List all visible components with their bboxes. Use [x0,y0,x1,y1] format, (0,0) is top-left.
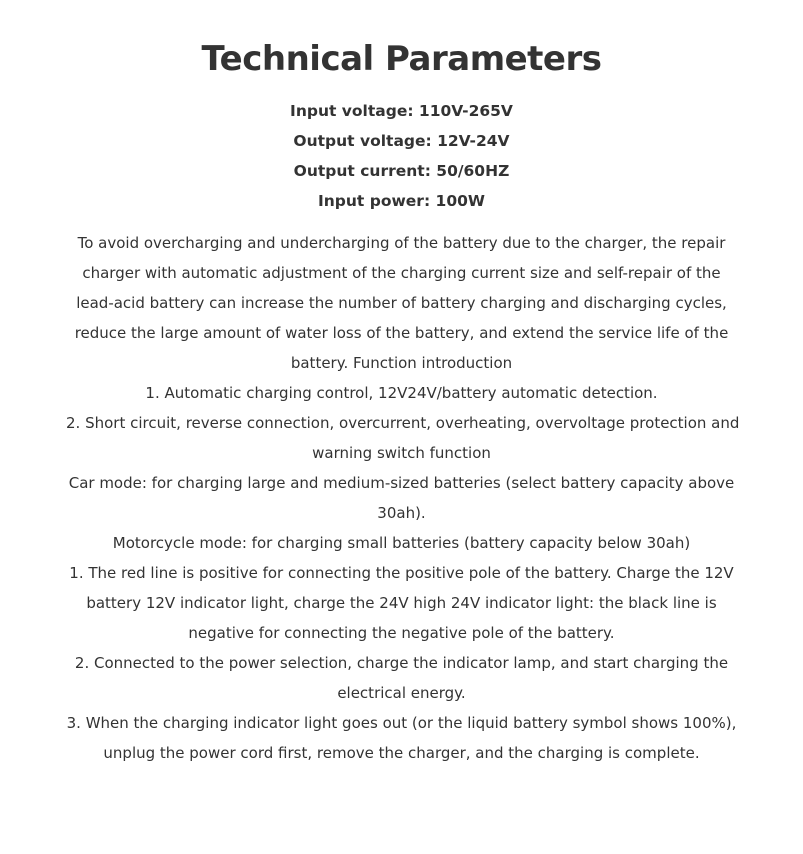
spec-list [66,96,737,216]
description-block [66,228,740,768]
description-line: 2. Connected to the power selection, charge the indicator lamp, and start charging the [74,654,729,672]
description-line: 1. The red line is positive for connecting the positive pole of the battery. Charge the 12V [69,564,734,582]
description-line: 3. When the charging indicator light goes out (or the liquid battery symbol shows 100%), [66,714,737,732]
description-line: battery. Function introduction [290,354,513,372]
description-line: To avoid overcharging and undercharging of the battery due to the charger, the repair [77,234,726,252]
description-line: battery 12V indicator light, charge the 24V high 24V indicator light: the black line is [86,594,717,612]
description-line: negative for connecting the negative pole of the battery. [188,624,615,642]
spec-input-power: Input power: 100W [317,192,485,210]
description-line: 1. Automatic charging control, 12V24V/battery automatic detection. [145,384,658,402]
spec-output-current: Output current: 50/60HZ [293,162,510,180]
spec-output-voltage: Output voltage: 12V-24V [293,132,510,150]
description-line: Car mode: for charging large and medium-sized batteries (select battery capacity above [68,474,735,492]
page-title: Technical Parameters [201,39,602,79]
description-line: unplug the power cord first, remove the charger, and the charging is complete. [103,744,700,762]
description-line: 2. Short circuit, reverse connection, overcurrent, overheating, overvoltage protection and [66,414,740,432]
description-line: warning switch function [312,444,491,462]
description-line: electrical energy. [337,684,466,702]
description-line: 30ah). [377,504,426,522]
description-line: reduce the large amount of water loss of the battery, and extend the service life of the [74,324,729,342]
spec-input-voltage: Input voltage: 110V-265V [290,102,513,120]
description-line: charger with automatic adjustment of the charging current size and self-repair of the [82,264,721,282]
description-line: lead-acid battery can increase the number of battery charging and discharging cycles, [76,294,727,312]
description-line: Motorcycle mode: for charging small batteries (battery capacity below 30ah) [112,534,691,552]
